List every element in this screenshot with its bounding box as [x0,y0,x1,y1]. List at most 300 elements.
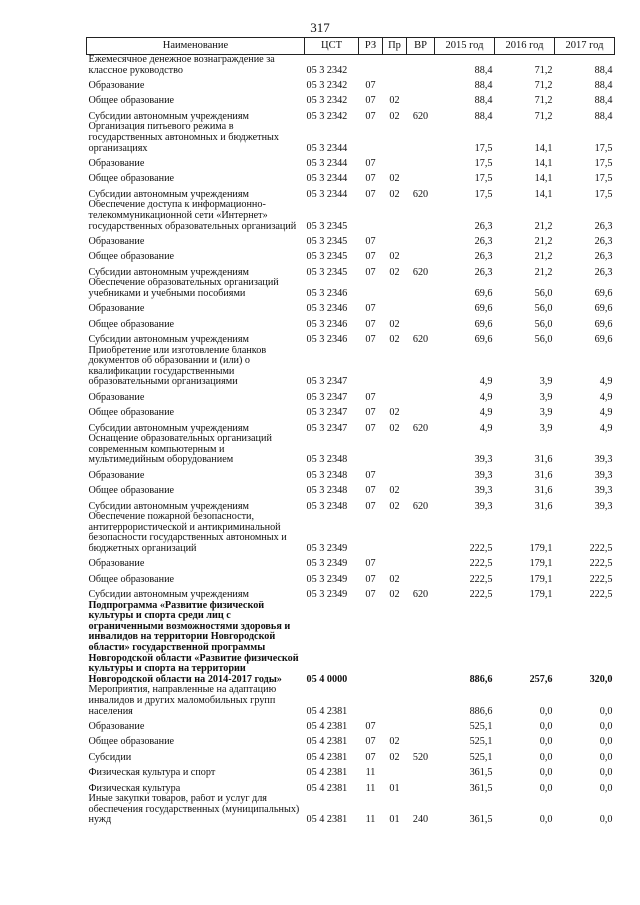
cell-vr: 620 [412,500,429,512]
cell-name: Приобретение или изготовление бланков документов об образовании и (или) о квалификации государственными образовательными организациями [88,345,267,388]
cell-rz: 07 [365,188,376,200]
cell-pr [383,154,407,169]
cell-2016: 179,1 [529,558,553,570]
header-cst: ЦСТ [305,38,359,55]
cell-2017: 4,9 [599,422,613,434]
budget-table [86,37,615,826]
cell-vr [407,76,435,91]
cell-cst: 05 3 2349 [306,573,348,585]
cell-2016: 21,2 [534,266,553,278]
cell-2017: 0,0 [599,705,613,717]
cell-2017: 17,5 [594,157,613,169]
cell-rz: 07 [365,469,376,481]
cell-2015: 88,4 [474,79,493,91]
cell-pr [383,200,407,232]
cell-2015: 88,4 [474,95,493,107]
cell-2016: 31,6 [534,485,553,497]
cell-2016: 71,2 [534,110,553,122]
cell-2017: 39,3 [594,500,613,512]
cell-2015: 222,5 [469,542,493,554]
cell-pr: 02 [389,334,400,346]
cell-2017: 69,6 [594,303,613,315]
cell-2016: 56,0 [534,287,553,299]
cell-cst: 05 3 2344 [306,173,348,185]
cell-cst: 05 3 2344 [306,157,348,169]
table-row [87,733,615,748]
cell-name: Субсидии автономным учреждениям [88,500,249,512]
cell-rz: 07 [365,334,376,346]
cell-2017: 39,3 [594,485,613,497]
cell-vr: 620 [412,110,429,122]
cell-2016: 3,9 [539,376,553,388]
cell-vr [407,278,435,299]
cell-2015: 39,3 [474,469,493,481]
cell-name: Субсидии автономным учреждениям [88,334,249,346]
cell-2015: 4,9 [479,376,493,388]
cell-name: Субсидии автономным учреждениям [88,422,249,434]
cell-pr: 02 [389,573,400,585]
cell-cst: 05 4 2381 [306,705,348,717]
cell-2016: 71,2 [534,64,553,76]
table-row [87,794,615,826]
cell-2016: 31,6 [534,469,553,481]
cell-vr [407,763,435,778]
cell-2016: 71,2 [534,95,553,107]
cell-2016: 56,0 [534,318,553,330]
cell-2017: 39,3 [594,454,613,466]
cell-pr [383,434,407,466]
table-row [87,512,615,554]
cell-name: Общее образование [88,173,175,185]
cell-rz: 11 [365,767,376,779]
cell-vr [407,315,435,330]
cell-2016: 14,1 [534,142,553,154]
cell-vr: 620 [412,589,429,601]
table-row [87,232,615,247]
cell-name: Общее образование [88,736,175,748]
cell-vr: 620 [412,334,429,346]
table-row [87,763,615,778]
cell-cst: 05 3 2347 [306,391,348,403]
cell-2016: 56,0 [534,303,553,315]
cell-2015: 69,6 [474,318,493,330]
cell-2015: 69,6 [474,287,493,299]
cell-2016: 3,9 [539,422,553,434]
cell-pr: 02 [389,251,400,263]
cell-2017: 26,3 [594,235,613,247]
cell-name: Субсидии автономным учреждениям [88,188,249,200]
cell-pr [383,555,407,570]
cell-rz: 07 [365,173,376,185]
cell-pr: 02 [389,589,400,601]
cell-2015: 88,4 [474,64,493,76]
cell-pr: 02 [389,110,400,122]
cell-2017: 88,4 [594,110,613,122]
cell-2016: 21,2 [534,251,553,263]
cell-2016: 56,0 [534,334,553,346]
cell-rz: 07 [365,79,376,91]
cell-rz [359,122,383,154]
cell-2015: 4,9 [479,407,493,419]
cell-vr [407,247,435,262]
cell-2017: 4,9 [599,391,613,403]
header-pr: Пр [383,38,407,55]
cell-2017: 26,3 [594,251,613,263]
cell-2015: 4,9 [479,391,493,403]
cell-2016: 14,1 [534,173,553,185]
cell-vr: 620 [412,266,429,278]
cell-2015: 17,5 [474,173,493,185]
cell-vr [407,200,435,232]
cell-2017: 26,3 [594,220,613,232]
cell-vr [407,685,435,717]
table-row [87,185,615,200]
cell-2017: 0,0 [599,751,613,763]
cell-cst: 05 3 2347 [306,422,348,434]
table-row [87,570,615,585]
cell-2015: 17,5 [474,157,493,169]
cell-vr [407,717,435,732]
cell-rz: 07 [365,721,376,732]
cell-vr [407,154,435,169]
cell-name: Оснащение образовательных организаций современным компьютерным и мультимедийным оборудованием [88,434,272,466]
table-row [87,497,615,512]
cell-cst: 05 3 2345 [306,266,348,278]
cell-name: Общее образование [88,318,175,330]
cell-2016: 0,0 [539,721,553,732]
cell-2016: 71,2 [534,79,553,91]
cell-2015: 525,1 [469,751,493,763]
cell-2017: 0,0 [599,782,613,794]
table-row [87,403,615,418]
cell-2017: 69,6 [594,318,613,330]
cell-rz: 07 [365,251,376,263]
cell-pr: 01 [389,782,400,794]
cell-cst: 05 3 2348 [306,485,348,497]
cell-2015: 525,1 [469,736,493,748]
cell-2016: 3,9 [539,391,553,403]
table-row [87,55,615,77]
cell-cst: 05 3 2344 [306,188,348,200]
cell-2017: 88,4 [594,95,613,107]
page-number: 317 [310,20,330,35]
cell-name: Общее образование [88,485,175,497]
cell-2015: 17,5 [474,188,493,200]
cell-2016: 31,6 [534,454,553,466]
cell-2017: 222,5 [589,542,613,554]
cell-2016: 179,1 [529,542,553,554]
cell-name: Образование [88,558,145,570]
cell-name: Образование [88,391,145,403]
table-row [87,170,615,185]
cell-name: Субсидии [88,751,132,763]
cell-cst: 05 3 2348 [306,500,348,512]
cell-2015: 26,3 [474,266,493,278]
cell-2016: 0,0 [539,814,553,826]
cell-rz: 07 [365,318,376,330]
cell-2017: 222,5 [589,558,613,570]
table-row [87,685,615,717]
cell-vr [407,122,435,154]
cell-vr: 240 [412,814,429,826]
cell-2017: 4,9 [599,376,613,388]
cell-vr [407,232,435,247]
header-vr: ВР [407,38,435,55]
cell-vr [407,466,435,481]
cell-rz: 07 [365,407,376,419]
table-row [87,122,615,154]
cell-pr [383,299,407,314]
cell-pr: 02 [389,422,400,434]
cell-pr: 02 [389,95,400,107]
cell-name: Образование [88,157,145,169]
cell-pr [383,763,407,778]
cell-cst: 05 3 2348 [306,454,348,466]
cell-2017: 17,5 [594,173,613,185]
cell-pr [383,76,407,91]
cell-pr: 02 [389,751,400,763]
cell-rz: 07 [365,95,376,107]
cell-2016: 3,9 [539,407,553,419]
cell-2015: 361,5 [469,814,493,826]
cell-2017: 39,3 [594,469,613,481]
table-row [87,278,615,299]
cell-pr [383,717,407,732]
cell-2015: 39,3 [474,454,493,466]
table-row [87,299,615,314]
cell-cst: 05 3 2346 [306,318,348,330]
cell-pr: 02 [389,173,400,185]
header-2017: 2017 год [555,38,615,55]
cell-name: Мероприятия, направленные на адаптацию инвалидов и других маломобильных групп населения [88,685,277,717]
table-row [87,481,615,496]
cell-2017: 0,0 [599,721,613,732]
cell-pr [383,232,407,247]
cell-rz: 07 [365,235,376,247]
cell-name: Образование [88,469,145,481]
cell-2015: 17,5 [474,142,493,154]
cell-name: Образование [88,303,145,315]
table-row [87,346,615,388]
cell-cst: 05 3 2345 [306,235,348,247]
cell-2015: 361,5 [469,782,493,794]
cell-2015: 26,3 [474,251,493,263]
cell-vr [407,170,435,185]
cell-2015: 222,5 [469,589,493,601]
cell-vr: 620 [412,188,429,200]
cell-2016: 14,1 [534,188,553,200]
header-rz: РЗ [359,38,383,55]
cell-rz [359,278,383,299]
cell-2015: 69,6 [474,334,493,346]
cell-name: Ежемесячное денежное вознаграждение за классное руководство [88,54,275,76]
cell-rz: 07 [365,589,376,601]
cell-rz: 07 [365,266,376,278]
table-row [87,76,615,91]
cell-2015: 26,3 [474,235,493,247]
cell-cst: 05 4 2381 [306,814,348,826]
table-row [87,434,615,466]
cell-vr [407,299,435,314]
cell-rz [359,200,383,232]
cell-name: Общее образование [88,251,175,263]
cell-pr [383,512,407,554]
cell-rz [359,601,383,686]
table-row [87,330,615,345]
table-row [87,779,615,794]
header-name: Наименование [87,38,305,55]
cell-pr: 02 [389,188,400,200]
cell-2017: 26,3 [594,266,613,278]
table-row [87,92,615,107]
table-row [87,466,615,481]
cell-2016: 0,0 [539,767,553,779]
cell-pr [383,55,407,77]
cell-pr: 02 [389,266,400,278]
cell-2015: 222,5 [469,573,493,585]
cell-rz [359,685,383,717]
cell-cst: 05 3 2347 [306,407,348,419]
cell-2017: 88,4 [594,79,613,91]
cell-vr: 520 [412,751,429,763]
cell-pr [383,466,407,481]
cell-rz: 07 [365,573,376,585]
cell-pr: 02 [389,485,400,497]
table-row [87,419,615,434]
cell-vr [407,555,435,570]
cell-pr [383,346,407,388]
cell-2016: 14,1 [534,157,553,169]
cell-2015: 69,6 [474,303,493,315]
cell-2015: 361,5 [469,767,493,779]
cell-name: Подпрограмма «Развитие физической культуры и спорта среди лиц с ограниченными возможностями здоровья и инвалидов на территории Новгородской области» государственной программы Новгородской области «Развитие физической культуры и спорта на территории Новгородской области на 2014-2017 годы» [88,600,299,685]
cell-cst: 05 3 2346 [306,287,348,299]
cell-vr [407,346,435,388]
cell-cst: 05 3 2345 [306,251,348,263]
cell-name: Образование [88,79,145,91]
cell-rz: 11 [365,782,376,794]
table-row [87,601,615,686]
cell-vr [407,512,435,554]
cell-2015: 88,4 [474,110,493,122]
cell-pr [383,601,407,686]
cell-2017: 88,4 [594,64,613,76]
cell-cst: 05 4 0000 [306,673,348,685]
cell-pr [383,122,407,154]
cell-vr [407,779,435,794]
cell-2015: 26,3 [474,220,493,232]
cell-2015: 525,1 [469,721,493,732]
cell-vr [407,55,435,77]
cell-rz: 07 [365,422,376,434]
cell-cst: 05 4 2381 [306,782,348,794]
cell-rz: 07 [365,157,376,169]
cell-rz: 07 [365,558,376,570]
cell-name: Субсидии автономным учреждениям [88,589,249,601]
cell-rz: 07 [365,751,376,763]
cell-2015: 222,5 [469,558,493,570]
cell-rz: 07 [365,485,376,497]
cell-vr [407,733,435,748]
table-row [87,263,615,278]
header-2015: 2015 год [435,38,495,55]
cell-vr [407,403,435,418]
cell-pr: 01 [389,814,400,826]
cell-pr: 02 [389,318,400,330]
cell-2016: 257,6 [529,673,553,685]
cell-2016: 179,1 [529,573,553,585]
cell-pr: 02 [389,500,400,512]
cell-name: Субсидии автономным учреждениям [88,110,249,122]
header-2016: 2016 год [495,38,555,55]
cell-2016: 179,1 [529,589,553,601]
cell-cst: 05 3 2346 [306,334,348,346]
cell-2017: 222,5 [589,573,613,585]
cell-name: Общее образование [88,573,175,585]
table-row [87,748,615,763]
cell-rz: 07 [365,110,376,122]
cell-vr [407,92,435,107]
cell-2017: 0,0 [599,814,613,826]
cell-cst: 05 3 2345 [306,220,348,232]
cell-2017: 0,0 [599,767,613,779]
cell-2016: 21,2 [534,220,553,232]
cell-2017: 17,5 [594,188,613,200]
cell-vr: 620 [412,422,429,434]
table-row [87,154,615,169]
cell-name: Иные закупки товаров, работ и услуг для обеспечения государственных (муниципальных) нужд [88,794,300,826]
cell-pr: 02 [389,736,400,748]
cell-rz [359,346,383,388]
cell-cst: 05 3 2342 [306,79,348,91]
cell-vr [407,388,435,403]
table-row [87,247,615,262]
cell-name: Субсидии автономным учреждениям [88,266,249,278]
table-header-row [87,38,615,55]
cell-pr: 02 [389,407,400,419]
table-row [87,315,615,330]
cell-cst: 05 3 2342 [306,95,348,107]
cell-cst: 05 3 2347 [306,376,348,388]
cell-pr [383,388,407,403]
cell-2016: 0,0 [539,736,553,748]
cell-pr [383,278,407,299]
table-row [87,107,615,122]
cell-pr [383,685,407,717]
cell-2017: 320,0 [589,673,613,685]
cell-name: Общее образование [88,95,175,107]
cell-cst: 05 4 2381 [306,767,348,779]
table-row [87,388,615,403]
cell-vr [407,481,435,496]
cell-name: Обеспечение доступа к информационно-телекоммуникационной сети «Интернет» государственных образовательных организаций [88,200,297,232]
cell-2016: 31,6 [534,500,553,512]
cell-name: Обеспечение образовательных организаций учебниками и учебными пособиями [88,278,279,299]
cell-vr [407,434,435,466]
cell-2015: 4,9 [479,422,493,434]
cell-rz [359,55,383,77]
cell-cst: 05 3 2344 [306,142,348,154]
cell-cst: 05 3 2348 [306,469,348,481]
cell-cst: 05 4 2381 [306,721,348,732]
cell-rz [359,512,383,554]
cell-name: Общее образование [88,407,175,419]
cell-name: Образование [88,721,145,732]
cell-2017: 0,0 [599,736,613,748]
cell-2017: 4,9 [599,407,613,419]
cell-rz [359,434,383,466]
cell-cst: 05 3 2349 [306,558,348,570]
